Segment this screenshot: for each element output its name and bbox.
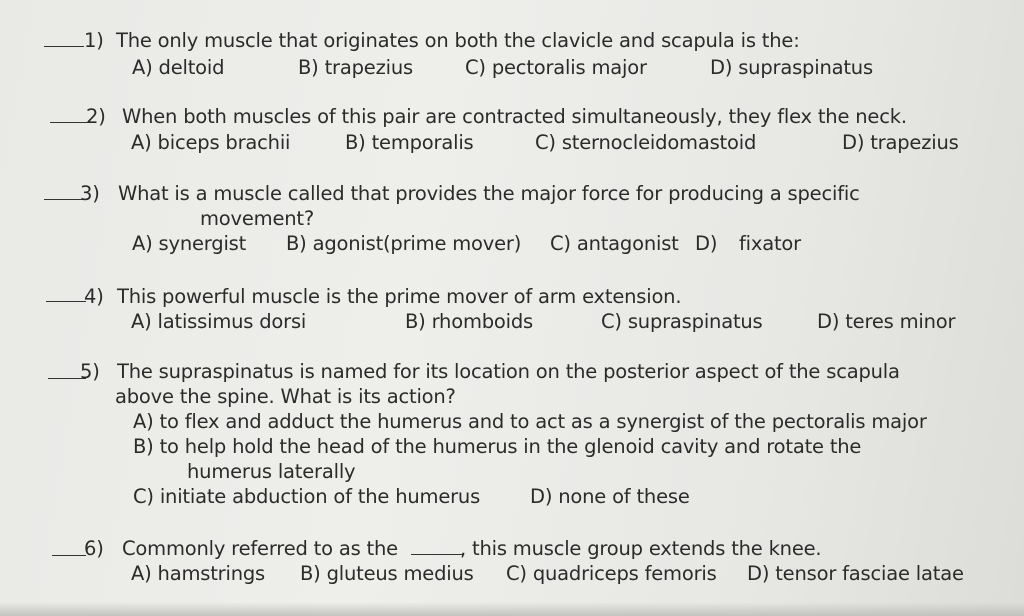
question-1-text: The only muscle that originates on both the clavicle and scapula is the:: [116, 29, 800, 52]
question-5-option-c: C) initiate abduction of the humerus: [133, 485, 481, 508]
question-5-option-d: D) none of these: [530, 485, 690, 508]
question-1-number: 1): [84, 29, 104, 52]
question-1-option-a: A) deltoid: [132, 56, 225, 79]
question-2-number: 2): [86, 105, 106, 128]
question-5-number: 5): [80, 360, 100, 383]
answer-blank-2[interactable]: [50, 122, 88, 123]
question-3-text-line-1: What is a muscle called that provides the major force for producing a specific: [118, 182, 860, 205]
answer-blank-3[interactable]: [44, 199, 84, 200]
question-4-text: This powerful muscle is the prime mover of arm extension.: [117, 285, 682, 308]
question-2-option-c: C) sternocleidomastoid: [535, 131, 757, 154]
question-3-option-c: C) antagonist: [550, 232, 679, 255]
question-2-option-b: B) temporalis: [345, 131, 474, 154]
question-3-number: 3): [80, 182, 100, 205]
question-5-option-b-continued: humerus laterally: [187, 460, 356, 483]
answer-blank-6[interactable]: [52, 555, 86, 556]
question-3-option-d: fixator: [739, 232, 801, 255]
question-5-text-line-2: above the spine. What is its action?: [115, 385, 456, 408]
question-3-option-d-letter: D): [695, 232, 718, 255]
question-2-option-a: A) biceps brachii: [131, 131, 291, 154]
question-4-number: 4): [84, 285, 104, 308]
question-6-option-d: D) tensor fasciae latae: [747, 562, 964, 585]
question-5-option-b: B) to help hold the head of the humerus in the glenoid cavity and rotate the: [133, 435, 862, 458]
answer-blank-1[interactable]: [44, 46, 84, 47]
question-4-option-d: D) teres minor: [817, 310, 956, 333]
question-1-option-c: C) pectoralis major: [465, 56, 647, 79]
question-6-number: 6): [84, 537, 104, 560]
question-6-option-c: C) quadriceps femoris: [506, 562, 717, 585]
question-4-option-c: C) supraspinatus: [601, 310, 763, 333]
question-1-option-d: D) supraspinatus: [710, 56, 873, 79]
question-6-text-part-1: Commonly referred to as the: [122, 537, 398, 560]
question-5-text-line-1: The supraspinatus is named for its location on the posterior aspect of the scapula: [117, 360, 900, 383]
question-6-fill-in-blank: [411, 554, 463, 555]
question-1-option-b: B) trapezius: [298, 56, 413, 79]
question-4-option-b: B) rhomboids: [405, 310, 534, 333]
question-3-text-line-2: movement?: [200, 207, 315, 230]
page-bottom-edge: [0, 602, 1024, 616]
question-3-option-a: A) synergist: [132, 232, 247, 255]
question-2-option-d: D) trapezius: [842, 131, 959, 154]
question-4-option-a: A) latissimus dorsi: [131, 310, 307, 333]
answer-blank-4[interactable]: [46, 301, 86, 302]
question-6-option-b: B) gluteus medius: [300, 562, 474, 585]
question-2-text: When both muscles of this pair are contracted simultaneously, they flex the neck.: [122, 105, 907, 128]
question-6-option-a: A) hamstrings: [131, 562, 265, 585]
question-5-option-a: A) to flex and adduct the humerus and to act as a synergist of the pectoralis major: [133, 410, 927, 433]
question-3-option-b: B) agonist(prime mover): [286, 232, 522, 255]
question-6-text-part-2: , this muscle group extends the knee.: [460, 537, 822, 560]
